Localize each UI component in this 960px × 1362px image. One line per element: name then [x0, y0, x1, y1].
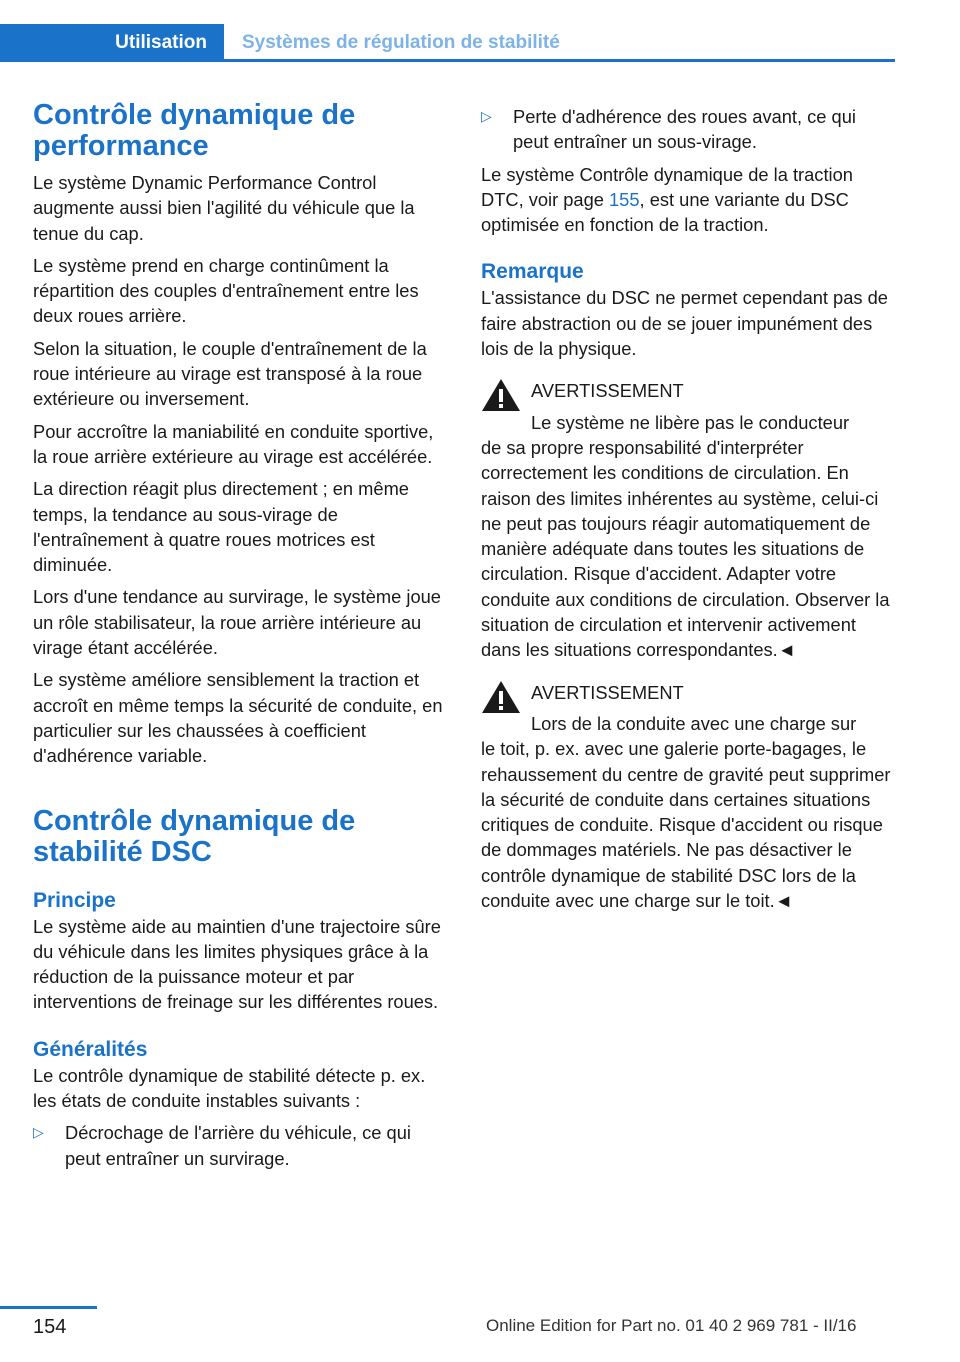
heading-remarque: Remarque: [481, 260, 584, 284]
warning-block: [481, 378, 896, 662]
right-column: [481, 100, 896, 913]
triangle-right-icon: ▷: [481, 108, 492, 124]
warning-triangle-icon: [481, 680, 521, 714]
list-item: [33, 1120, 448, 1171]
left-column: [33, 100, 448, 1171]
dtc-text-before: Le système Contrôle dynamique de la traction DTC, voir page: [481, 163, 853, 210]
warning-text-first-line: Le système ne libère pas le conducteur: [531, 411, 850, 433]
section-title: Systèmes de régulation de stabilité: [242, 32, 560, 53]
page-number: 154: [33, 1316, 67, 1338]
paragraph: Le système prend en charge continûment la répartition des couples d'entraînement entre les deux roues arrière.: [33, 254, 419, 327]
warning-text-first-line: Lors de la conduite avec une charge sur: [531, 712, 857, 734]
list-item-text: Décrochage de l'arrière du véhicule, ce qui peut entraîner un survirage.: [65, 1122, 411, 1169]
paragraph: Lors d'une tendance au survirage, le système joue un rôle stabilisateur, la roue arrière intérieure au virage étant accélérée.: [33, 586, 441, 659]
page-header: [0, 0, 895, 62]
edition-note: Online Edition for Part no. 01 40 2 969 781 - II/16: [486, 1316, 857, 1335]
chapter-tab[interactable]: [0, 24, 224, 62]
paragraph: Le contrôle dynamique de stabilité détecte p. ex. les états de conduite instables suivants :: [33, 1064, 426, 1112]
heading-dsc: Contrôle dynamique de stabilité DSC: [33, 804, 356, 868]
warning-title: AVERTISSEMENT: [531, 380, 684, 402]
warning-title: AVERTISSEMENT: [531, 681, 684, 703]
paragraph: La direction réagit plus directement ; en même temps, la tendance au sous-virage de l'entraînement à quatre roues motrices est diminuée.: [33, 478, 409, 576]
list-item-text: Perte d'adhérence des roues avant, ce qui peut entraîner un sous-virage.: [513, 106, 856, 153]
page-link-155[interactable]: 155: [609, 188, 640, 210]
header-rule: [224, 59, 895, 62]
paragraph: L'assistance du DSC ne permet cependant pas de faire abstraction ou de se jouer impunément des lois de la physique.: [481, 287, 888, 360]
heading-principe: Principe: [33, 888, 116, 912]
paragraph-dtc: [481, 162, 896, 238]
warning-triangle-icon: [481, 378, 521, 412]
chapter-tab-label: Utilisation: [115, 32, 207, 53]
warning-text: de sa propre responsabilité d'interpréter correctement les conditions de circulation. En raison des limites inhérentes au système, celui-ci ne peut pas toujours réagir automatiquement de manière adéquate dans toutes les situations de circulation. Risque d'accident. Adapter votre conduite aux conditions de circulation. Observer la situation de circulation et intervenir activement dans les situations correspondantes.◄: [481, 436, 890, 661]
paragraph: Le système améliore sensiblement la traction et accroît en même temps la sécurité de conduite, en particulier sur les chaussées à coefficient d'adhérence variable.: [33, 669, 443, 767]
heading-generalites: Généralités: [33, 1037, 148, 1061]
list-item: [481, 104, 896, 155]
warning-text: le toit, p. ex. avec une galerie porte-bagages, le rehaussement du centre de gravité peut supprimer la sécurité de conduite dans certaines situations critiques de conduite. Risque d'accident ou risque de dommages matériels. Ne pas désactiver le contrôle dynamique de stabilité DSC lors de la conduite avec une charge sur le toit.◄: [481, 738, 891, 912]
heading-dynamic-performance: Contrôle dynamique de performance: [33, 99, 356, 162]
triangle-right-icon: ▷: [33, 1124, 44, 1141]
paragraph: Le système aide au maintien d'une trajectoire sûre du véhicule dans les limites physiques grâce à la réduction de la puissance moteur et par interventions de freinage sur les différentes roues.: [33, 915, 441, 1013]
paragraph: Pour accroître la maniabilité en conduite sportive, la roue arrière extérieure au virage est accélérée.: [33, 420, 434, 467]
footer-rule: [0, 1306, 97, 1309]
paragraph: Le système Dynamic Performance Control augmente aussi bien l'agilité du véhicule que la tenue du cap.: [33, 172, 415, 244]
dtc-text-after: , est une variante du DSC optimisée en fonction de la traction.: [481, 188, 849, 236]
paragraph: Selon la situation, le couple d'entraînement de la roue intérieure au virage est transposé à la roue extérieure ou inversement.: [33, 337, 427, 410]
warning-block: [481, 680, 896, 914]
